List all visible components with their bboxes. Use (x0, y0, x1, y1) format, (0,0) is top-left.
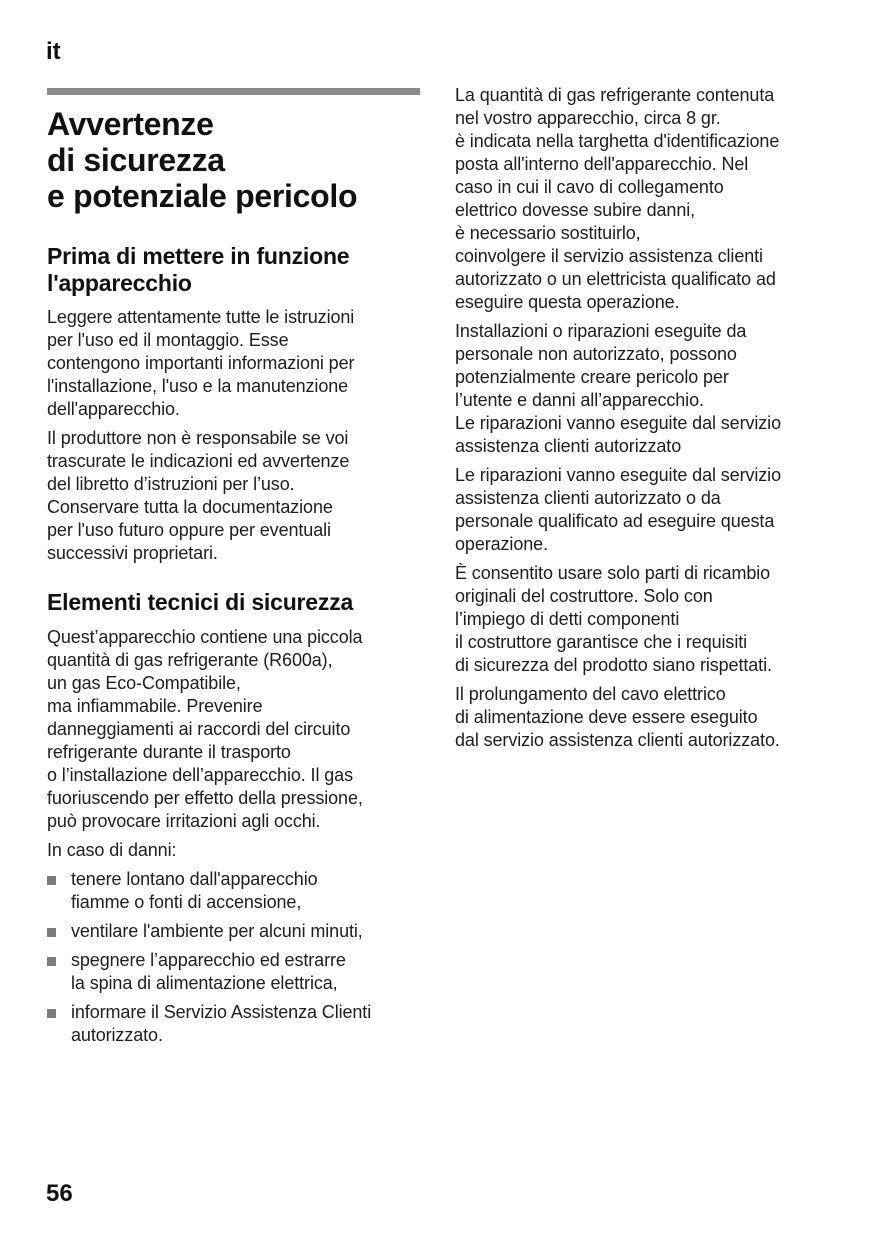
page-title (47, 106, 420, 214)
list-item-text: tenere lontano dall'apparecchio fiamme o fonti di accensione, (71, 869, 318, 912)
page-number: 56 (46, 1180, 73, 1207)
section-heading-before-use: Prima di mettere in funzione l'apparecchio (47, 243, 350, 296)
list-item (47, 920, 420, 943)
square-bullet-icon (47, 1009, 56, 1018)
left-column (47, 88, 420, 1053)
paragraph: Quest’apparecchio contiene una piccola quantità di gas refrigerante (R600a), un gas Eco-Compatibile, ma infiammabile. Prevenire danneggiamenti ai raccordi del circuito refrigerante durante il trasporto o l’installazione dell’apparecchio. Il gas fuoriuscendo per effetto della pressione, può provocare irritazioni agli occhi. (47, 627, 363, 831)
title-rule (47, 88, 420, 95)
list-item-text: ventilare l'ambiente per alcuni minuti, (71, 921, 363, 941)
paragraph: Il produttore non è responsabile se voi trascurate le indicazioni ed avvertenze del libretto d’istruzioni per l’uso. Conservare tutta la documentazione per l'uso futuro oppure per eventuali successivi proprietari. (47, 428, 350, 563)
title-line: Avvertenze (47, 106, 214, 142)
square-bullet-icon (47, 957, 56, 966)
paragraph: Leggere attentamente tutte le istruzioni per l'uso ed il montaggio. Esse contengono importanti informazioni per l'installazione, l'uso e la manutenzione dell'apparecchio. (47, 307, 355, 419)
right-column (455, 84, 835, 758)
paragraph: Le riparazioni vanno eseguite dal servizio assistenza clienti autorizzato o da personale qualificato ad eseguire questa operazione. (455, 465, 781, 554)
square-bullet-icon (47, 876, 56, 885)
section-heading-safety-elements: Elementi tecnici di sicurezza (47, 589, 354, 615)
title-line: di sicurezza (47, 142, 225, 178)
damage-instructions-list (47, 868, 420, 1047)
paragraph: La quantità di gas refrigerante contenuta nel vostro apparecchio, circa 8 gr. è indicata nella targhetta d'identificazione posta all'interno dell'apparecchio. Nel caso in cui il cavo di collegamento elettrico dovesse subire danni, è necessario sostituirlo, coinvolgere il servizio assistenza clienti autorizzato o un elettricista qualificato ad eseguire questa operazione. (455, 85, 780, 312)
list-item (47, 868, 420, 914)
list-item-text: spegnere l’apparecchio ed estrarre la spina di alimentazione elettrica, (71, 950, 346, 993)
square-bullet-icon (47, 928, 56, 937)
list-item (47, 949, 420, 995)
paragraph: Installazioni o riparazioni eseguite da personale non autorizzato, possono potenzialmente creare pericolo per l’utente e danni all’apparecchio. Le riparazioni vanno eseguite dal servizio assistenza clienti autorizzato (455, 321, 781, 456)
language-code: it (46, 38, 61, 65)
list-item-text: informare il Servizio Assistenza Clienti autorizzato. (71, 1002, 372, 1045)
paragraph: È consentito usare solo parti di ricambio originali del costruttore. Solo con l’impiego di detti componenti il costruttore garantisce che i requisiti di sicurezza del prodotto siano rispettati. (455, 563, 772, 675)
list-item (47, 1001, 420, 1047)
paragraph: In caso di danni: (47, 840, 177, 860)
title-line: e potenziale pericolo (47, 178, 358, 214)
paragraph: Il prolungamento del cavo elettrico di alimentazione deve essere eseguito dal servizio assistenza clienti autorizzato. (455, 684, 780, 750)
